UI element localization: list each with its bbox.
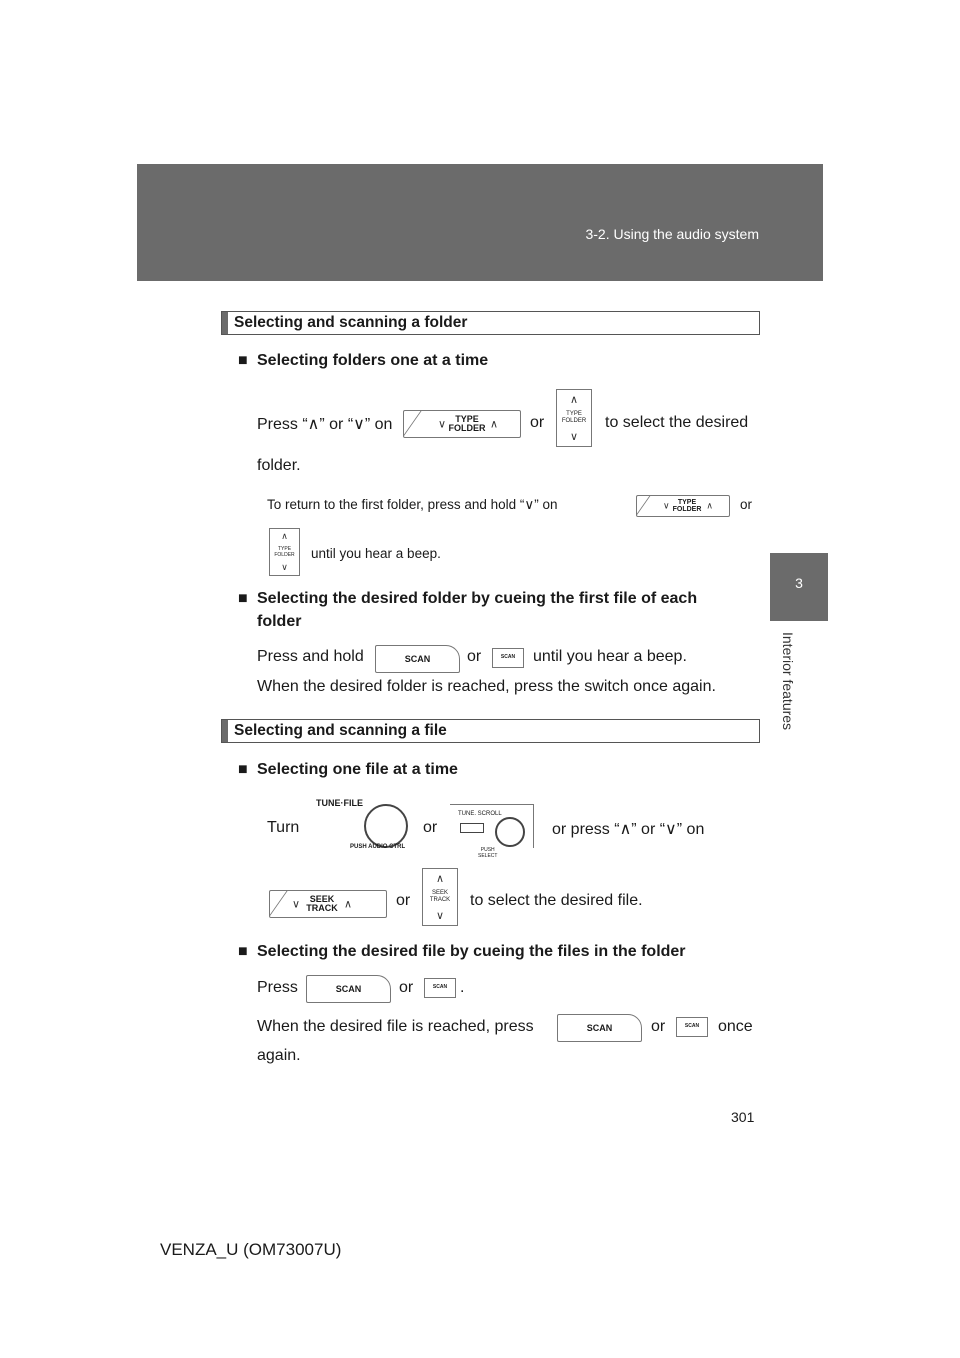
scan-small-button-icon: SCAN <box>424 978 456 998</box>
page-number: 301 <box>731 1109 755 1125</box>
text-turn: Turn <box>267 819 300 836</box>
text-or: or <box>530 414 545 431</box>
type-folder-vertical-button-icon: ∧ TYPE FOLDER ∨ <box>556 389 592 447</box>
text-or: or <box>651 1018 666 1035</box>
note-return-first-folder: To return to the first folder, press and hold “∨” on <box>267 497 558 512</box>
section-heading-file: Selecting and scanning a file <box>221 719 760 743</box>
scan-small-button-icon: SCAN <box>492 648 524 668</box>
text-period: . <box>460 979 465 996</box>
subheading-cueing-files: Selecting the desired file by cueing the files in the folder <box>257 943 686 960</box>
type-folder-wide-button-icon-small: ∨ TYPE FOLDER ∧ <box>636 495 730 517</box>
text-or-press-on: or press “∧” or “∨” on <box>552 821 705 838</box>
text-folder-reached: When the desired folder is reached, press the switch once again. <box>257 678 716 695</box>
bullet-icon: ■ <box>238 761 248 778</box>
type-folder-wide-button-icon: ∨ TYPE FOLDER ∧ <box>403 410 521 438</box>
text-to-select-file: to select the desired file. <box>470 892 643 909</box>
text-to-select: to select the desired <box>605 414 749 431</box>
subheading-cueing-first-file-l2: folder <box>257 613 302 630</box>
chapter-number: 3 <box>795 575 803 591</box>
text-once: once <box>718 1018 753 1035</box>
document-id: VENZA_U (OM73007U) <box>160 1240 342 1259</box>
text-or: or <box>396 892 411 909</box>
text-press-on: Press “∧” or “∨” on <box>257 416 393 433</box>
text-press-and-hold: Press and hold <box>257 648 364 665</box>
note-until-beep: until you hear a beep. <box>311 546 441 561</box>
chapter-title: Interior features <box>780 632 796 731</box>
scan-small-button-icon: SCAN <box>676 1017 708 1037</box>
scan-wide-button-icon: SCAN <box>557 1014 642 1042</box>
seek-track-vertical-button-icon: ∧ SEEK TRACK ∨ <box>422 868 458 926</box>
text-or: or <box>399 979 414 996</box>
text-folder: folder. <box>257 457 301 474</box>
text-or: or <box>467 648 482 665</box>
text-press: Press <box>257 979 298 996</box>
scan-wide-button-icon: SCAN <box>375 645 460 673</box>
text-or-note: or <box>740 497 753 512</box>
text-again: again. <box>257 1047 301 1064</box>
type-folder-vertical-button-icon-small: ∧ TYPE FOLDER ∨ <box>269 528 300 576</box>
scan-wide-button-icon: SCAN <box>306 975 391 1003</box>
section-heading-folder: Selecting and scanning a folder <box>221 311 760 335</box>
bullet-icon: ■ <box>238 590 248 607</box>
bullet-icon: ■ <box>238 943 248 960</box>
seek-track-wide-button-icon: ∨ SEEK TRACK ∧ <box>269 890 387 918</box>
tune-scroll-knob-icon: TUNE. SCROLL PUSH SELECT <box>450 804 534 848</box>
text-file-reached: When the desired file is reached, press <box>257 1018 534 1035</box>
subheading-cueing-first-file: Selecting the desired folder by cueing the first file of each <box>257 590 698 607</box>
subheading-folders-one-at-a-time: Selecting folders one at a time <box>257 352 489 369</box>
chapter-header-bar <box>137 164 823 281</box>
bullet-icon: ■ <box>238 352 248 369</box>
text-until-beep: until you hear a beep. <box>533 648 687 665</box>
chapter-tab <box>770 553 828 621</box>
text-or: or <box>423 819 438 836</box>
section-breadcrumb: 3-2. Using the audio system <box>585 226 759 242</box>
subheading-one-file: Selecting one file at a time <box>257 761 458 778</box>
tune-file-knob-icon: TUNE·FILE PUSH AUDIO CTRL <box>352 798 412 856</box>
